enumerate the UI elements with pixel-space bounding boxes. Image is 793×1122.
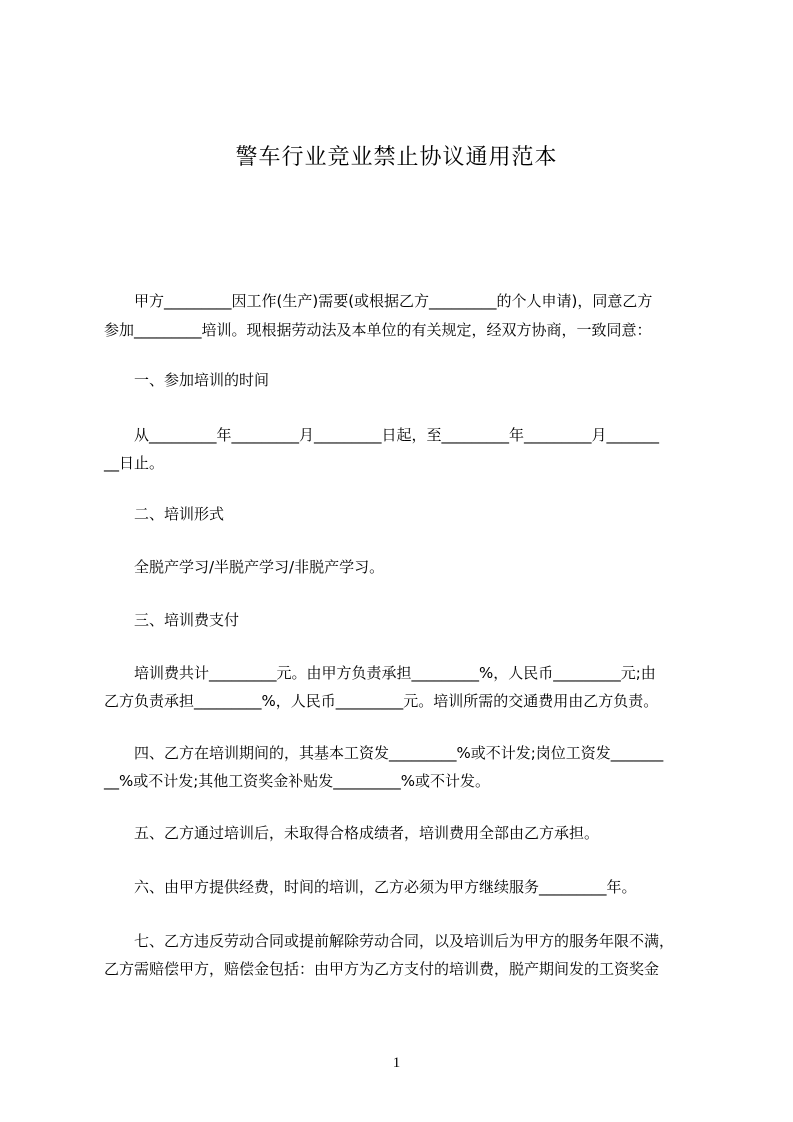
document-title: 警车行业竞业禁止协议通用范本 — [235, 145, 558, 170]
paragraph-line: 参加_________培训。现根据劳动法及本单位的有关规定，经双方协商，一致同意： — [104, 321, 652, 339]
section-heading: 二、培训形式 — [104, 505, 225, 523]
paragraph-line: __日止。 — [104, 454, 165, 472]
paragraph-line: 七、乙方违反劳动合同或提前解除劳动合同，以及培训后为甲方的服务年限不满， — [104, 932, 675, 950]
section-heading: 一、参加培训的时间 — [104, 371, 270, 389]
paragraph-line: 培训费共计_________元。由甲方负责承担_________%，人民币_________元;由 — [104, 664, 656, 682]
paragraph-line: 六、由甲方提供经费，时间的培训，乙方必须为甲方继续服务_________年。 — [104, 878, 637, 896]
paragraph-line: __%或不计发;其他工资奖金补贴发_________%或不计发。 — [104, 772, 491, 790]
paragraph-line: 乙方负责承担_________%，人民币_________元。培训所需的交通费用由乙方负责。 — [104, 692, 659, 710]
section-heading: 三、培训费支付 — [104, 611, 240, 629]
paragraph-line: 乙方需赔偿甲方，赔偿金包括：由甲方为乙方支付的培训费，脱产期间发的工资奖金 — [104, 960, 660, 978]
page-number: 1 — [392, 1055, 401, 1071]
paragraph-line: 五、乙方通过培训后，未取得合格成绩者，培训费用全部由乙方承担。 — [104, 824, 600, 842]
paragraph-line: 四、乙方在培训期间的，其基本工资发_________%或不计发;岗位工资发_______ — [104, 744, 664, 762]
paragraph-line: 全脱产学习/半脱产学习/非脱产学习。 — [104, 558, 385, 576]
paragraph-line: 甲方_________因工作(生产)需要(或根据乙方_________的个人申请)，同意乙方 — [104, 292, 653, 310]
paragraph-line: 从_________年_________月_________日起，至_________年_________月_______ — [104, 426, 660, 444]
